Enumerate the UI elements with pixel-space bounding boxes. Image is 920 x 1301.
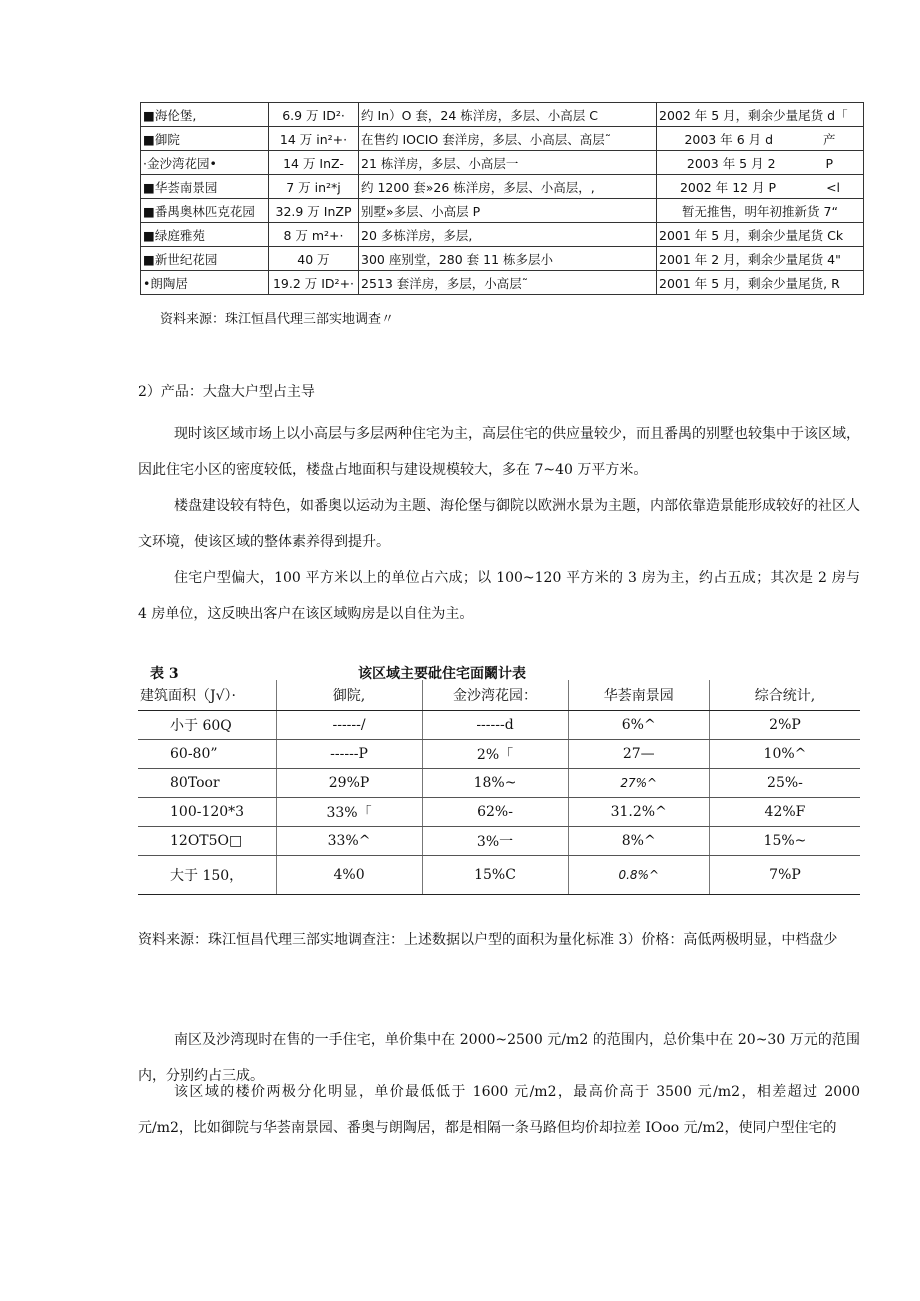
project-row (141, 199, 864, 223)
huahui-share-cell: 8%^ (568, 827, 709, 856)
project-name-cell (141, 127, 269, 151)
project-description: 20 多栋洋房，多层, (359, 223, 657, 247)
huahui-share-cell: 6%^ (568, 711, 709, 740)
bullet-marker: ■ (143, 107, 155, 123)
project-row (141, 127, 864, 151)
paragraph-price-polarization: 该区域的楼价两极分化明显，单价最低低于 1600 元/m2，最高价高于 3500 元/m2，相差超过 2000 元/m2，比如御院与华荟南景园、番奥与朗陶居，都是相隔一条马路但均价却拉差 IOoo 元/m2，使同户型住宅的 (138, 1084, 860, 1136)
project-name: 海伦堡, (154, 107, 197, 123)
project-row (141, 223, 864, 247)
table-row (138, 798, 860, 827)
project-area: 40 万 (269, 247, 359, 271)
bullet-marker: ■ (143, 251, 155, 267)
table-row (138, 711, 860, 740)
area-range-cell: 小于 60Q (138, 711, 276, 740)
total-share-cell: 25%- (709, 769, 860, 798)
project-status: 2003 年 5 月 2 P (657, 151, 864, 175)
yuyuan-share-cell: 33%「 (276, 798, 422, 827)
yuyuan-share-cell: 29%P (276, 769, 422, 798)
project-area: 7 万 in²*j (269, 175, 359, 199)
project-name: 华荟南景园 (154, 179, 218, 195)
bullet-marker: • (143, 275, 151, 291)
project-status: 2001 年 5 月，剩余少量尾货 Ck (657, 223, 864, 247)
project-name: 金沙湾花园• (146, 155, 217, 171)
huahui-share-cell: 0.8%^ (568, 856, 709, 895)
table-row (138, 827, 860, 856)
bullet-marker: ■ (143, 179, 155, 195)
project-name-cell (141, 103, 269, 127)
total-share-cell: 42%F (709, 798, 860, 827)
bullet-marker: ■ (143, 131, 155, 147)
project-description: 约 In）O 套，24 栋洋房，多层、小高层 C (359, 103, 657, 127)
unit-area-table (138, 680, 860, 895)
header-total: 综合统计, (709, 680, 860, 711)
project-name: 绿庭雅苑 (154, 227, 205, 243)
header-huahui: 华荟南景园 (568, 680, 709, 711)
project-description: 300 座别堂，280 套 11 栋多层小 (359, 247, 657, 271)
project-row (141, 175, 864, 199)
jinshawan-share-cell: 15%C (422, 856, 568, 895)
project-name-cell (141, 151, 269, 175)
yuyuan-share-cell: 33%^ (276, 827, 422, 856)
paragraph-source-and-price-heading: 资料来源：珠江恒昌代理三部实地调查注：上述数据以户型的面积为量化标准 3）价格：高低两极明显，中档盘少 (138, 932, 838, 948)
project-name-cell (141, 247, 269, 271)
project-area: 14 万 InZ- (269, 151, 359, 175)
area-range-cell: 12OT5O□ (138, 827, 276, 856)
project-name-cell (141, 175, 269, 199)
yuyuan-share-cell: 4%0 (276, 856, 422, 895)
huahui-share-cell: 27— (568, 740, 709, 769)
jinshawan-share-cell: 2%「 (422, 740, 568, 769)
project-row (141, 247, 864, 271)
project-row (141, 151, 864, 175)
project-status: 2002 年 12 月 P <l (657, 175, 864, 199)
huahui-share-cell: 31.2%^ (568, 798, 709, 827)
project-status: 暂无推售，明年初推新货 7“ (657, 199, 864, 223)
project-area: 19.2 万 ID²+· (269, 271, 359, 295)
paragraph-price-range: 南区及沙湾现时在售的一手住宅，单价集中在 2000~2500 元/m2 的范围内，总价集中在 20~30 万元的范围内，分别约占三成。 (138, 1032, 860, 1084)
total-share-cell: 10%^ (709, 740, 860, 769)
table3-title: 该区域主要砒住宅面鬫计表 (358, 666, 526, 682)
project-name-cell (141, 223, 269, 247)
project-status: 2001 年 5 月，剩余少量尾货, R (657, 271, 864, 295)
total-share-cell: 7%P (709, 856, 860, 895)
total-share-cell: 15%~ (709, 827, 860, 856)
bullet-marker: ■ (143, 227, 155, 243)
jinshawan-share-cell: 3%一 (422, 827, 568, 856)
project-status: 2001 年 2 月，剩余少量尾货 4" (657, 247, 864, 271)
bullet-marker: · (143, 155, 147, 171)
paragraph-market-overview: 现时该区域市场上以小高层与多层两种住宅为主，高层住宅的供应量较少，而且番禺的别墅也较集中于该区域，因此住宅小区的密度较低，楼盘占地面积与建设规模较大，多在 7~40 万平方米。 (138, 426, 860, 478)
project-name: 新世纪花园 (154, 251, 218, 267)
header-yuyuan: 御院, (276, 680, 422, 711)
section-heading-products: 2）产品：大盘大户型占主导 (138, 384, 315, 400)
project-name: 朗陶居 (150, 275, 188, 291)
unit-area-table-header (138, 680, 860, 711)
bullet-marker: ■ (143, 203, 155, 219)
table-row (138, 856, 860, 895)
project-name-cell (141, 199, 269, 223)
jinshawan-share-cell: 62%- (422, 798, 568, 827)
header-jinshawan: 金沙湾花园： (422, 680, 568, 711)
yuyuan-share-cell: ------P (276, 740, 422, 769)
table3-label: 表 3 (150, 666, 179, 682)
project-description: 在售约 IOCIO 套洋房，多层、小高层、高层˜ (359, 127, 657, 151)
jinshawan-share-cell: 18%~ (422, 769, 568, 798)
project-area: 14 万 in²+· (269, 127, 359, 151)
project-status: 2003 年 6 月 d 产 (657, 127, 864, 151)
projects-table (140, 102, 864, 295)
project-name-cell (141, 271, 269, 295)
header-area: 建筑面积（J√）· (138, 680, 276, 711)
jinshawan-share-cell: ------d (422, 711, 568, 740)
huahui-share-cell: 27%^ (568, 769, 709, 798)
area-range-cell: 100-120*3 (138, 798, 276, 827)
area-range-cell: 60-80” (138, 740, 276, 769)
project-row (141, 103, 864, 127)
total-share-cell: 2%P (709, 711, 860, 740)
project-description: 约 1200 套»26 栋洋房，多层、小高层，, (359, 175, 657, 199)
area-range-cell: 大于 150， (138, 856, 276, 895)
project-area: 8 万 m²+· (269, 223, 359, 247)
table-row (138, 740, 860, 769)
project-status: 2002 年 5 月，剩余少量尾货 d「 (657, 103, 864, 127)
yuyuan-share-cell: ------/ (276, 711, 422, 740)
projects-table-source: 资料来源：珠江恒昌代理三部实地调查〃 (160, 312, 395, 327)
project-area: 32.9 万 InZP (269, 199, 359, 223)
project-description: 2513 套洋房，多层，小高层˜ (359, 271, 657, 295)
area-range-cell: 80Toor (138, 769, 276, 798)
project-description: 21 栋洋房，多层、小高层一 (359, 151, 657, 175)
project-name: 番禺奥林匹克花园 (154, 203, 255, 219)
project-description: 别墅»多层、小高层 P (359, 199, 657, 223)
project-name: 御院 (154, 131, 180, 147)
paragraph-project-features: 楼盘建设较有特色，如番奥以运动为主题、海伦堡与御院以欧洲水景为主题，内部依靠造景能形成较好的社区人文环境，使该区域的整体素养得到提升。 (138, 498, 860, 550)
table-row (138, 769, 860, 798)
project-row (141, 271, 864, 295)
project-area: 6.9 万 ID²· (269, 103, 359, 127)
paragraph-unit-sizes: 住宅户型偏大，100 平方米以上的单位占六成；以 100~120 平方米的 3 房为主，约占五成；其次是 2 房与 4 房单位，这反映出客户在该区域购房是以自住为主。 (138, 570, 860, 622)
